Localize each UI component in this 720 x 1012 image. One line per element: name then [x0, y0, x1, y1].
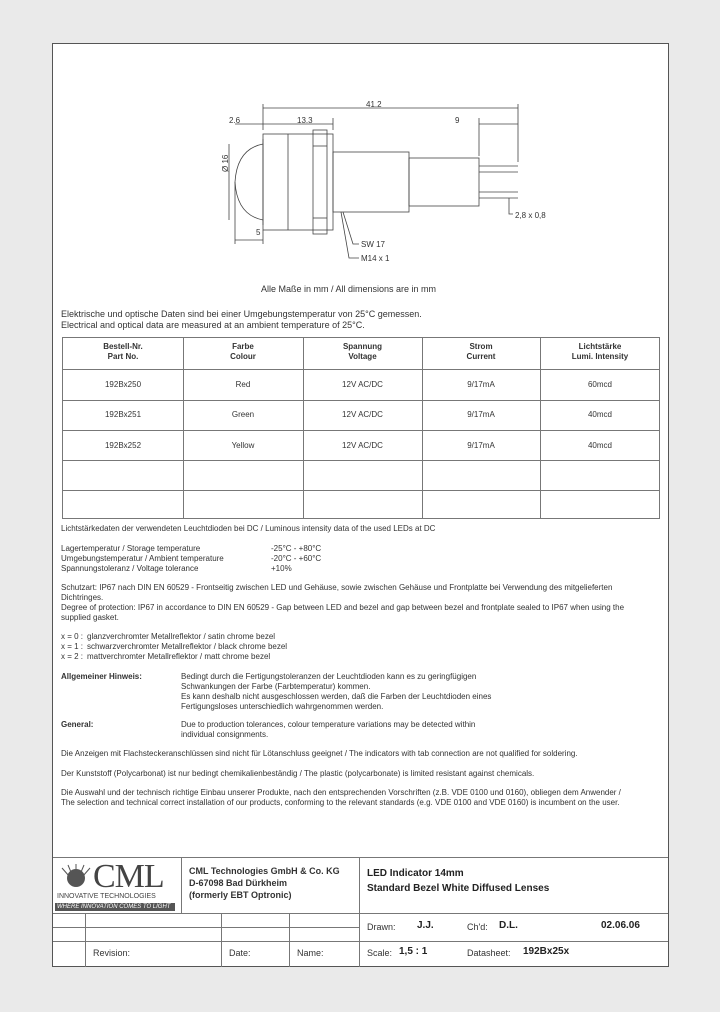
table-header-intensity: Lichtstärke Lumi. Intensity	[571, 342, 629, 362]
table-cell: 12V AC/DC	[342, 380, 383, 389]
cml-logo-mark	[59, 862, 93, 888]
note-installation-en: The selection and technical correct installation of our products, conforming to the relevant standards (e.g. VDE 0100 and VDE 0160) is incumbent on the user.	[61, 798, 620, 807]
table-header-current: Strom Current	[466, 342, 496, 362]
protection-de-cont: Dichtringes.	[61, 593, 104, 602]
dim-total-length: 41.2	[366, 100, 382, 109]
name-label: Name:	[297, 948, 324, 958]
checked-label: Ch'd:	[467, 922, 488, 932]
spec-label: Umgebungstemperatur / Ambient temperature	[61, 554, 224, 563]
general-de-line: Fertigungsloses unterschiedlich wahrgenommen werden.	[181, 702, 384, 711]
variant-code: x = 0 :	[61, 632, 84, 641]
dimensions-note: Alle Maße in mm / All dimensions are in mm	[261, 284, 437, 294]
dim-pin-size: 2,8 x 0,8	[515, 211, 546, 220]
datasheet-page	[52, 43, 669, 967]
table-header-voltage: Spannung Voltage	[342, 342, 383, 362]
variant-text: mattverchromter Metallreflektor / matt chrome bezel	[87, 652, 271, 661]
table-cell: 9/17mA	[467, 410, 495, 419]
dim-left: 2.6	[229, 116, 241, 125]
general-de-line: Bedingt durch die Fertigungstoleranzen der Leuchtdioden kann es zu geringfügigen	[181, 672, 477, 681]
spec-value: -25°C - +80°C	[271, 544, 322, 553]
data-table	[62, 337, 660, 519]
variant-code: x = 1 :	[61, 642, 84, 651]
date-value: 02.06.06	[601, 920, 640, 931]
table-cell: 12V AC/DC	[342, 410, 383, 419]
dim-diameter: Ø 16	[221, 154, 230, 172]
note-installation-de: Die Auswahl und der technisch richtige Einbau unserer Produkte, nach den entsprechenden Vorschriften (z.B. VDE 0100 und 0160), obliegen dem Anwender /	[61, 788, 621, 797]
dim-spanner: SW 17	[361, 240, 386, 249]
scale-label: Scale:	[367, 948, 393, 958]
table-header-part-no: Bestell-Nr. Part No.	[103, 342, 143, 362]
intro-text-en: Electrical and optical data are measured at an ambient temperature of 25°C.	[61, 320, 365, 330]
table-cell: Green	[231, 410, 255, 419]
variant-text: schwarzverchromter Metallreflektor / black chrome bezel	[87, 642, 288, 651]
date-label: Date:	[229, 948, 251, 958]
cml-logo-text: CML	[93, 858, 164, 895]
logo-slogan: WHERE INNOVATION COMES TO LIGHT	[55, 903, 175, 911]
product-subtitle: Standard Bezel White Diffused Lenses	[367, 883, 550, 894]
spec-value: +10%	[271, 564, 292, 573]
table-cell: 9/17mA	[467, 380, 495, 389]
general-de-label: Allgemeiner Hinweis:	[61, 672, 142, 681]
intensity-note: Lichtstärkedaten der verwendeten Leuchtdioden bei DC / Luminous intensity data of the used LEDs at DC	[61, 524, 436, 533]
spec-label: Lagertemperatur / Storage temperature	[61, 544, 201, 553]
table-cell: 60mcd	[587, 380, 612, 389]
table-cell: 9/17mA	[467, 441, 495, 450]
general-en-label: General:	[61, 720, 94, 729]
spec-value: -20°C - +60°C	[271, 554, 322, 563]
dim-pins: 9	[455, 116, 460, 125]
note-soldering: Die Anzeigen mit Flachsteckeranschlüssen sind nicht für Lötanschluss geeignet / The indicators with tab connection are not qualified for soldering.	[61, 749, 578, 758]
company-address: D-67098 Bad Dürkheim	[189, 878, 288, 888]
table-cell: 12V AC/DC	[342, 441, 383, 450]
table-header-colour: Farbe Colour	[230, 342, 256, 362]
product-title: LED Indicator 14mm	[367, 868, 464, 879]
general-en-line: individual consignments.	[181, 730, 269, 739]
table-cell: Yellow	[231, 441, 255, 450]
dim-lens: 5	[256, 228, 261, 237]
drawn-label: Drawn:	[367, 922, 396, 932]
table-cell: 192Bx252	[104, 441, 142, 450]
dim-thread: M14 x 1	[361, 254, 390, 263]
table-cell: 40mcd	[587, 410, 612, 419]
intro-text-de: Elektrische und optische Daten sind bei einer Umgebungstemperatur von 25°C gemessen.	[61, 309, 422, 319]
drawn-value: J.J.	[417, 920, 434, 931]
company-formerly: (formerly EBT Optronic)	[189, 890, 292, 900]
protection-de: Schutzart: IP67 nach DIN EN 60529 - Frontseitig zwischen LED und Gehäuse, sowie zwischen Gehäuse und Frontplatte bei Verwendung des mitgelieferten	[61, 583, 613, 592]
general-en-line: Due to production tolerances, colour temperature variations may be detected within	[181, 720, 476, 729]
table-cell: Red	[235, 380, 251, 389]
general-de-line: Es kann deshalb nicht ausgeschlossen werden, daß die Farben der Leuchtdioden eines	[181, 692, 492, 701]
company-name: CML Technologies GmbH & Co. KG	[189, 866, 340, 876]
variant-code: x = 2 :	[61, 652, 84, 661]
table-cell: 192Bx251	[104, 410, 142, 419]
scale-value: 1,5 : 1	[399, 946, 428, 957]
dim-body: 13.3	[297, 116, 313, 125]
logo-subtitle: INNOVATIVE TECHNOLOGIES	[57, 893, 156, 900]
general-de-line: Schwankungen der Farbe (Farbtemperatur) kommen.	[181, 682, 371, 691]
table-cell: 192Bx250	[104, 380, 142, 389]
datasheet-value: 192Bx25x	[523, 946, 570, 957]
protection-en-cont: supplied gasket.	[61, 613, 119, 622]
spec-label: Spannungstoleranz / Voltage tolerance	[61, 564, 199, 573]
table-cell: 40mcd	[587, 441, 612, 450]
variant-text: glanzverchromter Metallreflektor / satin chrome bezel	[87, 632, 276, 641]
note-chemicals: Der Kunststoff (Polycarbonat) ist nur bedingt chemikalienbeständig / The plastic (polycarbonate) is limited resistant against chemicals.	[61, 769, 535, 778]
revision-label: Revision:	[93, 948, 131, 958]
datasheet-label: Datasheet:	[467, 948, 511, 958]
protection-en: Degree of protection: IP67 in accordance to DIN EN 60529 - Gap between LED and bezel and gap between bezel and frontplate sealed to IP67 when using the	[61, 603, 625, 612]
checked-value: D.L.	[499, 920, 518, 931]
